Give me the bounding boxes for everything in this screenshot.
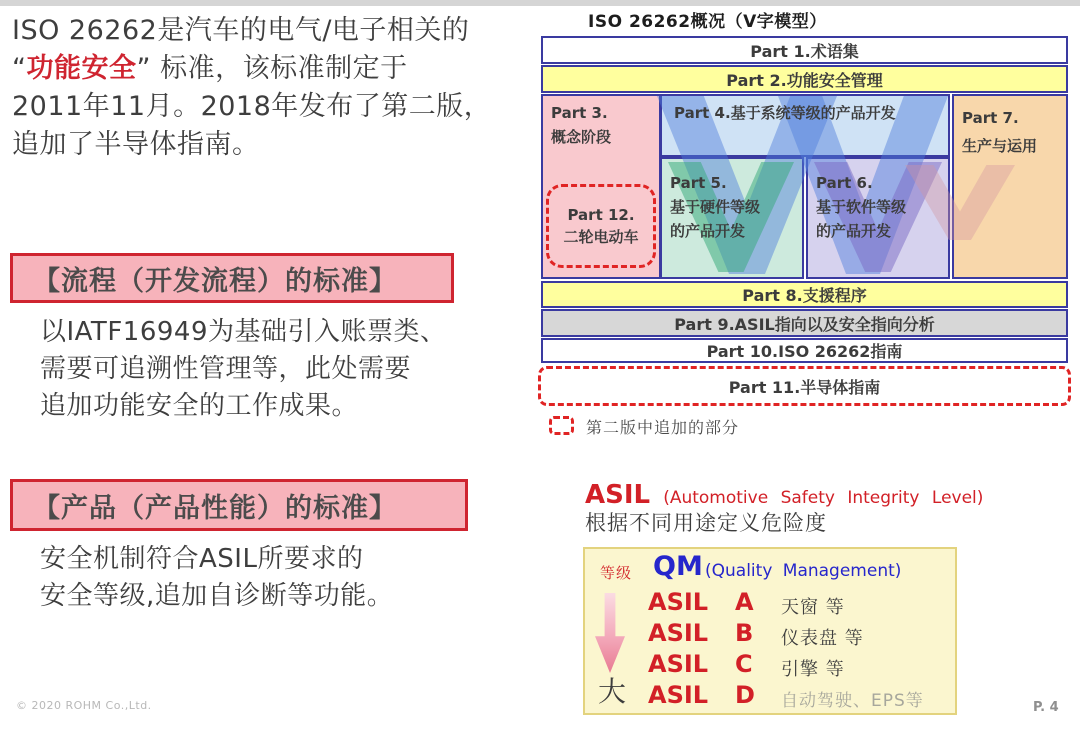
asil-row-c-name: ASIL bbox=[648, 650, 709, 678]
asil-row-a-grade: A bbox=[735, 588, 754, 616]
part9-label: Part 9.ASIL指向以及安全指向分析 bbox=[674, 314, 935, 334]
vmodel-part8-row bbox=[541, 281, 1068, 308]
vmodel-part7-column bbox=[952, 94, 1068, 279]
asil-row-d bbox=[648, 681, 924, 711]
product-standard-body bbox=[40, 541, 393, 615]
asil-heading bbox=[585, 480, 983, 510]
part6-label-line3: 的产品开发 bbox=[816, 222, 892, 240]
asil-row-a bbox=[648, 588, 845, 618]
part5-label-line1: Part 5. bbox=[670, 174, 727, 192]
vmodel-part11-dashed-box bbox=[538, 366, 1071, 406]
asil-qm-note: (Quality Management) bbox=[705, 561, 902, 581]
part6-label-line2: 基于软件等级 bbox=[816, 198, 907, 216]
highlight-functional-safety: 功能安全 bbox=[26, 53, 137, 84]
vmodel-title: ISO 26262概况（V字模型） bbox=[588, 12, 827, 32]
intro-line-4: 追加了半导体指南。 bbox=[12, 129, 260, 160]
part10-label: Part 10.ISO 26262指南 bbox=[706, 342, 903, 361]
intro-line-1: ISO 26262是汽车的电气/电子相关的 bbox=[12, 15, 470, 46]
top-border-artifact bbox=[0, 0, 1080, 6]
part2-label: Part 2.功能安全管理 bbox=[726, 70, 883, 90]
asil-title: ASIL bbox=[585, 480, 651, 510]
asil-row-b-name: ASIL bbox=[648, 619, 709, 647]
part12-label-line1: Part 12. bbox=[567, 206, 635, 224]
part5-label-line3: 的产品开发 bbox=[670, 222, 746, 240]
intro-paragraph bbox=[12, 12, 491, 164]
intro-line-2-rest: 标准，该标准制定于 bbox=[151, 53, 408, 84]
intro-line-2 bbox=[12, 50, 491, 88]
vmodel-part12-dashed-box bbox=[546, 184, 656, 268]
vmodel-part10-row bbox=[541, 338, 1068, 363]
part4-label: Part 4.基于系统等级的产品开发 bbox=[674, 104, 896, 122]
vmodel-part2-row bbox=[541, 65, 1068, 93]
part11-label: Part 11.半导体指南 bbox=[728, 377, 881, 397]
asil-title-note: (Automotive Safety Integrity Level) bbox=[663, 488, 984, 508]
product-body-line-1: 安全机制符合ASIL所要求的 bbox=[40, 544, 364, 574]
intro-line-3: 2011年11月。2018年发布了第二版， bbox=[12, 91, 492, 122]
vmodel-part9-row bbox=[541, 309, 1068, 337]
legend-dashed-box-icon bbox=[549, 416, 574, 435]
asil-row-c bbox=[648, 650, 845, 680]
vmodel-part1-row bbox=[541, 36, 1068, 64]
legend-label: 第二版中追加的部分 bbox=[586, 418, 740, 437]
asil-row-b-grade: B bbox=[735, 619, 754, 647]
asil-row-a-name: ASIL bbox=[648, 588, 709, 616]
part6-label-line1: Part 6. bbox=[816, 174, 873, 192]
part7-label-line1: Part 7. bbox=[962, 109, 1019, 127]
part3-label-line2: 概念阶段 bbox=[551, 128, 612, 146]
part12-label-line2: 二轮电动车 bbox=[563, 228, 639, 246]
asil-row-a-desc: 天窗 等 bbox=[781, 597, 845, 618]
asil-row-c-grade: C bbox=[735, 650, 753, 678]
copyright-notice: © 2020 ROHM Co.,Ltd. bbox=[16, 699, 152, 712]
product-standard-heading: 【产品（产品性能）的标准】 bbox=[33, 492, 397, 524]
process-standard-body bbox=[40, 314, 446, 425]
asil-row-b-desc: 仪表盘 等 bbox=[781, 628, 864, 649]
asil-row-d-name: ASIL bbox=[648, 681, 709, 709]
part3-label-line1: Part 3. bbox=[551, 104, 608, 122]
part1-label: Part 1.术语集 bbox=[750, 41, 859, 61]
asil-qm-label: QM bbox=[653, 551, 703, 582]
asil-row-d-desc: 自动驾驶、EPS等 bbox=[781, 691, 924, 711]
asil-row-b bbox=[648, 619, 864, 649]
part5-label-line2: 基于硬件等级 bbox=[670, 198, 761, 216]
part7-label-line2: 生产与运用 bbox=[962, 137, 1038, 155]
page-number: P. 4 bbox=[1033, 700, 1059, 715]
asil-big-label: 大 bbox=[598, 675, 627, 708]
process-standard-heading-box bbox=[10, 253, 454, 303]
asil-row-c-desc: 引擎 等 bbox=[781, 659, 845, 680]
asil-level-label: 等级 bbox=[600, 564, 633, 582]
asil-subtitle: 根据不同用途定义危险度 bbox=[585, 511, 827, 535]
product-standard-heading-box bbox=[10, 479, 468, 531]
process-standard-heading: 【流程（开发流程）的标准】 bbox=[33, 265, 397, 297]
process-body-line-3: 追加功能安全的工作成果。 bbox=[40, 391, 359, 421]
asil-row-d-grade: D bbox=[735, 681, 755, 709]
quote-open: “ bbox=[12, 53, 27, 84]
process-body-line-1: 以IATF16949为基础引入账票类、 bbox=[40, 317, 447, 347]
process-body-line-2: 需要可追溯性管理等，此处需要 bbox=[40, 354, 412, 384]
product-body-line-2: 安全等级,追加自诊断等功能。 bbox=[40, 581, 394, 611]
part8-label: Part 8.支援程序 bbox=[742, 286, 867, 305]
quote-close: ” bbox=[136, 53, 151, 84]
